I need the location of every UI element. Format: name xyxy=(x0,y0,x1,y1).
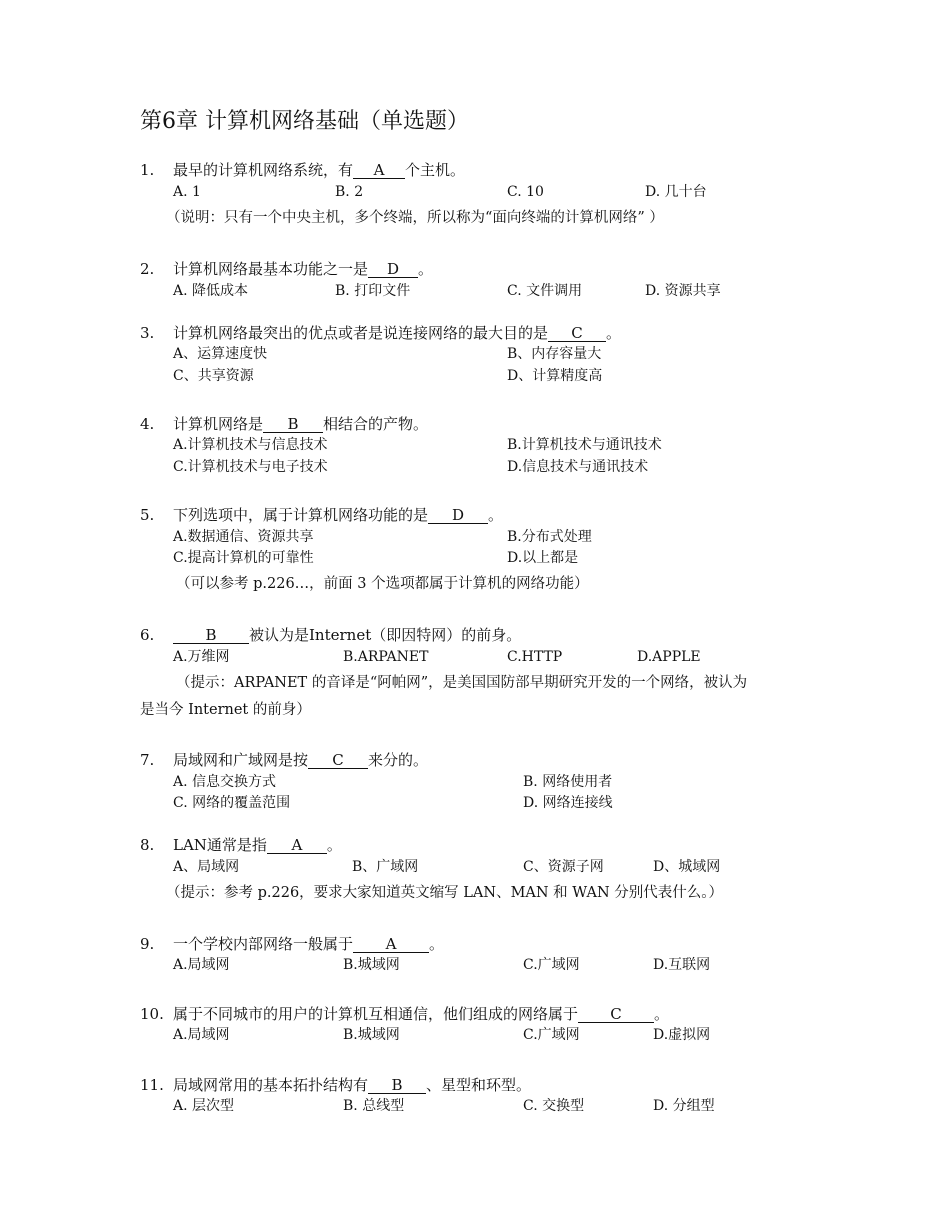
option-b: B.计算机技术与通讯技术 xyxy=(507,437,662,453)
option-a: A.局域网 xyxy=(173,957,230,973)
option-d: D.以上都是 xyxy=(507,550,579,566)
question-stem: 局域网常用的基本拓扑结构有 B 、星型和环型。 xyxy=(173,1076,532,1094)
answer-blank: C xyxy=(578,1006,654,1023)
question-note: （提示：参考 p.226，要求大家知道英文缩写 LAN、MAN 和 WAN 分别代表什么。） xyxy=(166,885,723,901)
question-stem: 计算机网络最突出的优点或者是说连接网络的最大目的是 C 。 xyxy=(173,324,622,342)
question-number: 3. xyxy=(140,324,155,342)
option-d: D、计算精度高 xyxy=(507,368,603,384)
question-number: 8. xyxy=(140,836,155,854)
question-number: 1. xyxy=(140,161,155,179)
question-stem: 属于不同城市的用户的计算机互相通信，他们组成的网络属于 C 。 xyxy=(173,1005,670,1023)
option-d: D. 分组型 xyxy=(653,1098,715,1114)
question-note: （说明：只有一个中央主机，多个终端，所以称为“面向终端的计算机网络” ） xyxy=(166,210,664,226)
question-number: 10. xyxy=(140,1005,164,1023)
question-number: 5. xyxy=(140,506,155,524)
option-a: A、运算速度快 xyxy=(173,346,268,362)
option-b: B. 打印文件 xyxy=(335,283,411,299)
question-note-line-2: 是当今 Internet 的前身） xyxy=(140,702,311,718)
option-c: C. 10 xyxy=(507,184,544,200)
question-stem: 计算机网络最基本功能之一是 D 。 xyxy=(173,260,434,278)
option-b: B.ARPANET xyxy=(343,649,429,665)
option-d: D. 几十台 xyxy=(645,184,707,200)
option-c: C. 网络的覆盖范围 xyxy=(173,795,291,811)
question-number: 4. xyxy=(140,415,155,433)
option-b: B.城域网 xyxy=(343,957,400,973)
answer-blank: D xyxy=(428,507,488,524)
option-b: B. 网络使用者 xyxy=(523,774,613,790)
option-c: C.提高计算机的可靠性 xyxy=(173,550,314,566)
option-b: B、内存容量大 xyxy=(507,346,602,362)
answer-blank: D xyxy=(368,261,418,278)
option-b: B. 2 xyxy=(335,184,364,200)
question-number: 9. xyxy=(140,935,155,953)
question-number: 11. xyxy=(140,1076,164,1094)
answer-blank: C xyxy=(548,325,606,342)
question-stem: LAN通常是指 A 。 xyxy=(173,836,342,854)
option-d: D、城域网 xyxy=(653,859,721,875)
option-c: C. 文件调用 xyxy=(507,283,583,299)
option-c: C.广域网 xyxy=(523,1027,580,1043)
question-stem: 一个学校内部网络一般属于 A 。 xyxy=(173,935,445,953)
option-c: C. 交换型 xyxy=(523,1098,585,1114)
answer-blank: A xyxy=(267,837,327,854)
option-b: B.分布式处理 xyxy=(507,529,592,545)
option-d: D.虚拟网 xyxy=(653,1027,711,1043)
option-d: D.互联网 xyxy=(653,957,711,973)
question-number: 6. xyxy=(140,626,155,644)
question-number: 2. xyxy=(140,260,155,278)
option-b: B.城域网 xyxy=(343,1027,400,1043)
question-note: （可以参考 p.226…，前面 3 个选项都属于计算机的网络功能） xyxy=(176,576,589,592)
answer-blank: A xyxy=(353,936,429,953)
option-d: D. 网络连接线 xyxy=(523,795,613,811)
answer-blank: A xyxy=(353,162,405,179)
option-a: A、局域网 xyxy=(173,859,240,875)
answer-blank: B xyxy=(368,1077,426,1094)
question-stem: 下列选项中，属于计算机网络功能的是 D 。 xyxy=(173,506,504,524)
option-a: A. 1 xyxy=(173,184,201,200)
answer-blank: C xyxy=(308,752,368,769)
option-d: D.APPLE xyxy=(637,649,701,665)
question-stem: B 被认为是Internet（即因特网）的前身。 xyxy=(173,625,521,645)
question-note-line-1: （提示：ARPANET 的音译是“阿帕网”，是美国国防部早期研究开发的一个网络，被认为 xyxy=(176,675,748,691)
answer-blank: B xyxy=(173,627,249,644)
question-stem: 计算机网络是 B 相结合的产物。 xyxy=(173,415,429,433)
question-number: 7. xyxy=(140,751,155,769)
option-a: A.万维网 xyxy=(173,649,230,665)
option-c: C.HTTP xyxy=(507,649,563,665)
option-a: A. 层次型 xyxy=(173,1098,235,1114)
question-stem: 最早的计算机网络系统，有 A 个主机。 xyxy=(173,161,466,179)
answer-blank: B xyxy=(263,416,323,433)
option-d: D.信息技术与通讯技术 xyxy=(507,459,649,475)
option-a: A.局域网 xyxy=(173,1027,230,1043)
option-d: D. 资源共享 xyxy=(645,283,721,299)
option-c: C.计算机技术与电子技术 xyxy=(173,459,328,475)
question-stem: 局域网和广域网是按 C 来分的。 xyxy=(173,751,429,769)
option-b: B. 总线型 xyxy=(343,1098,405,1114)
option-c: C、资源子网 xyxy=(523,859,604,875)
option-c: C、共享资源 xyxy=(173,368,254,384)
option-a: A. 降低成本 xyxy=(173,283,249,299)
option-c: C.广域网 xyxy=(523,957,580,973)
chapter-title: 第6章 计算机网络基础（单选题） xyxy=(140,109,469,134)
option-a: A.数据通信、资源共享 xyxy=(173,529,314,545)
option-a: A.计算机技术与信息技术 xyxy=(173,437,328,453)
option-b: B、广域网 xyxy=(352,859,419,875)
option-a: A. 信息交换方式 xyxy=(173,774,277,790)
